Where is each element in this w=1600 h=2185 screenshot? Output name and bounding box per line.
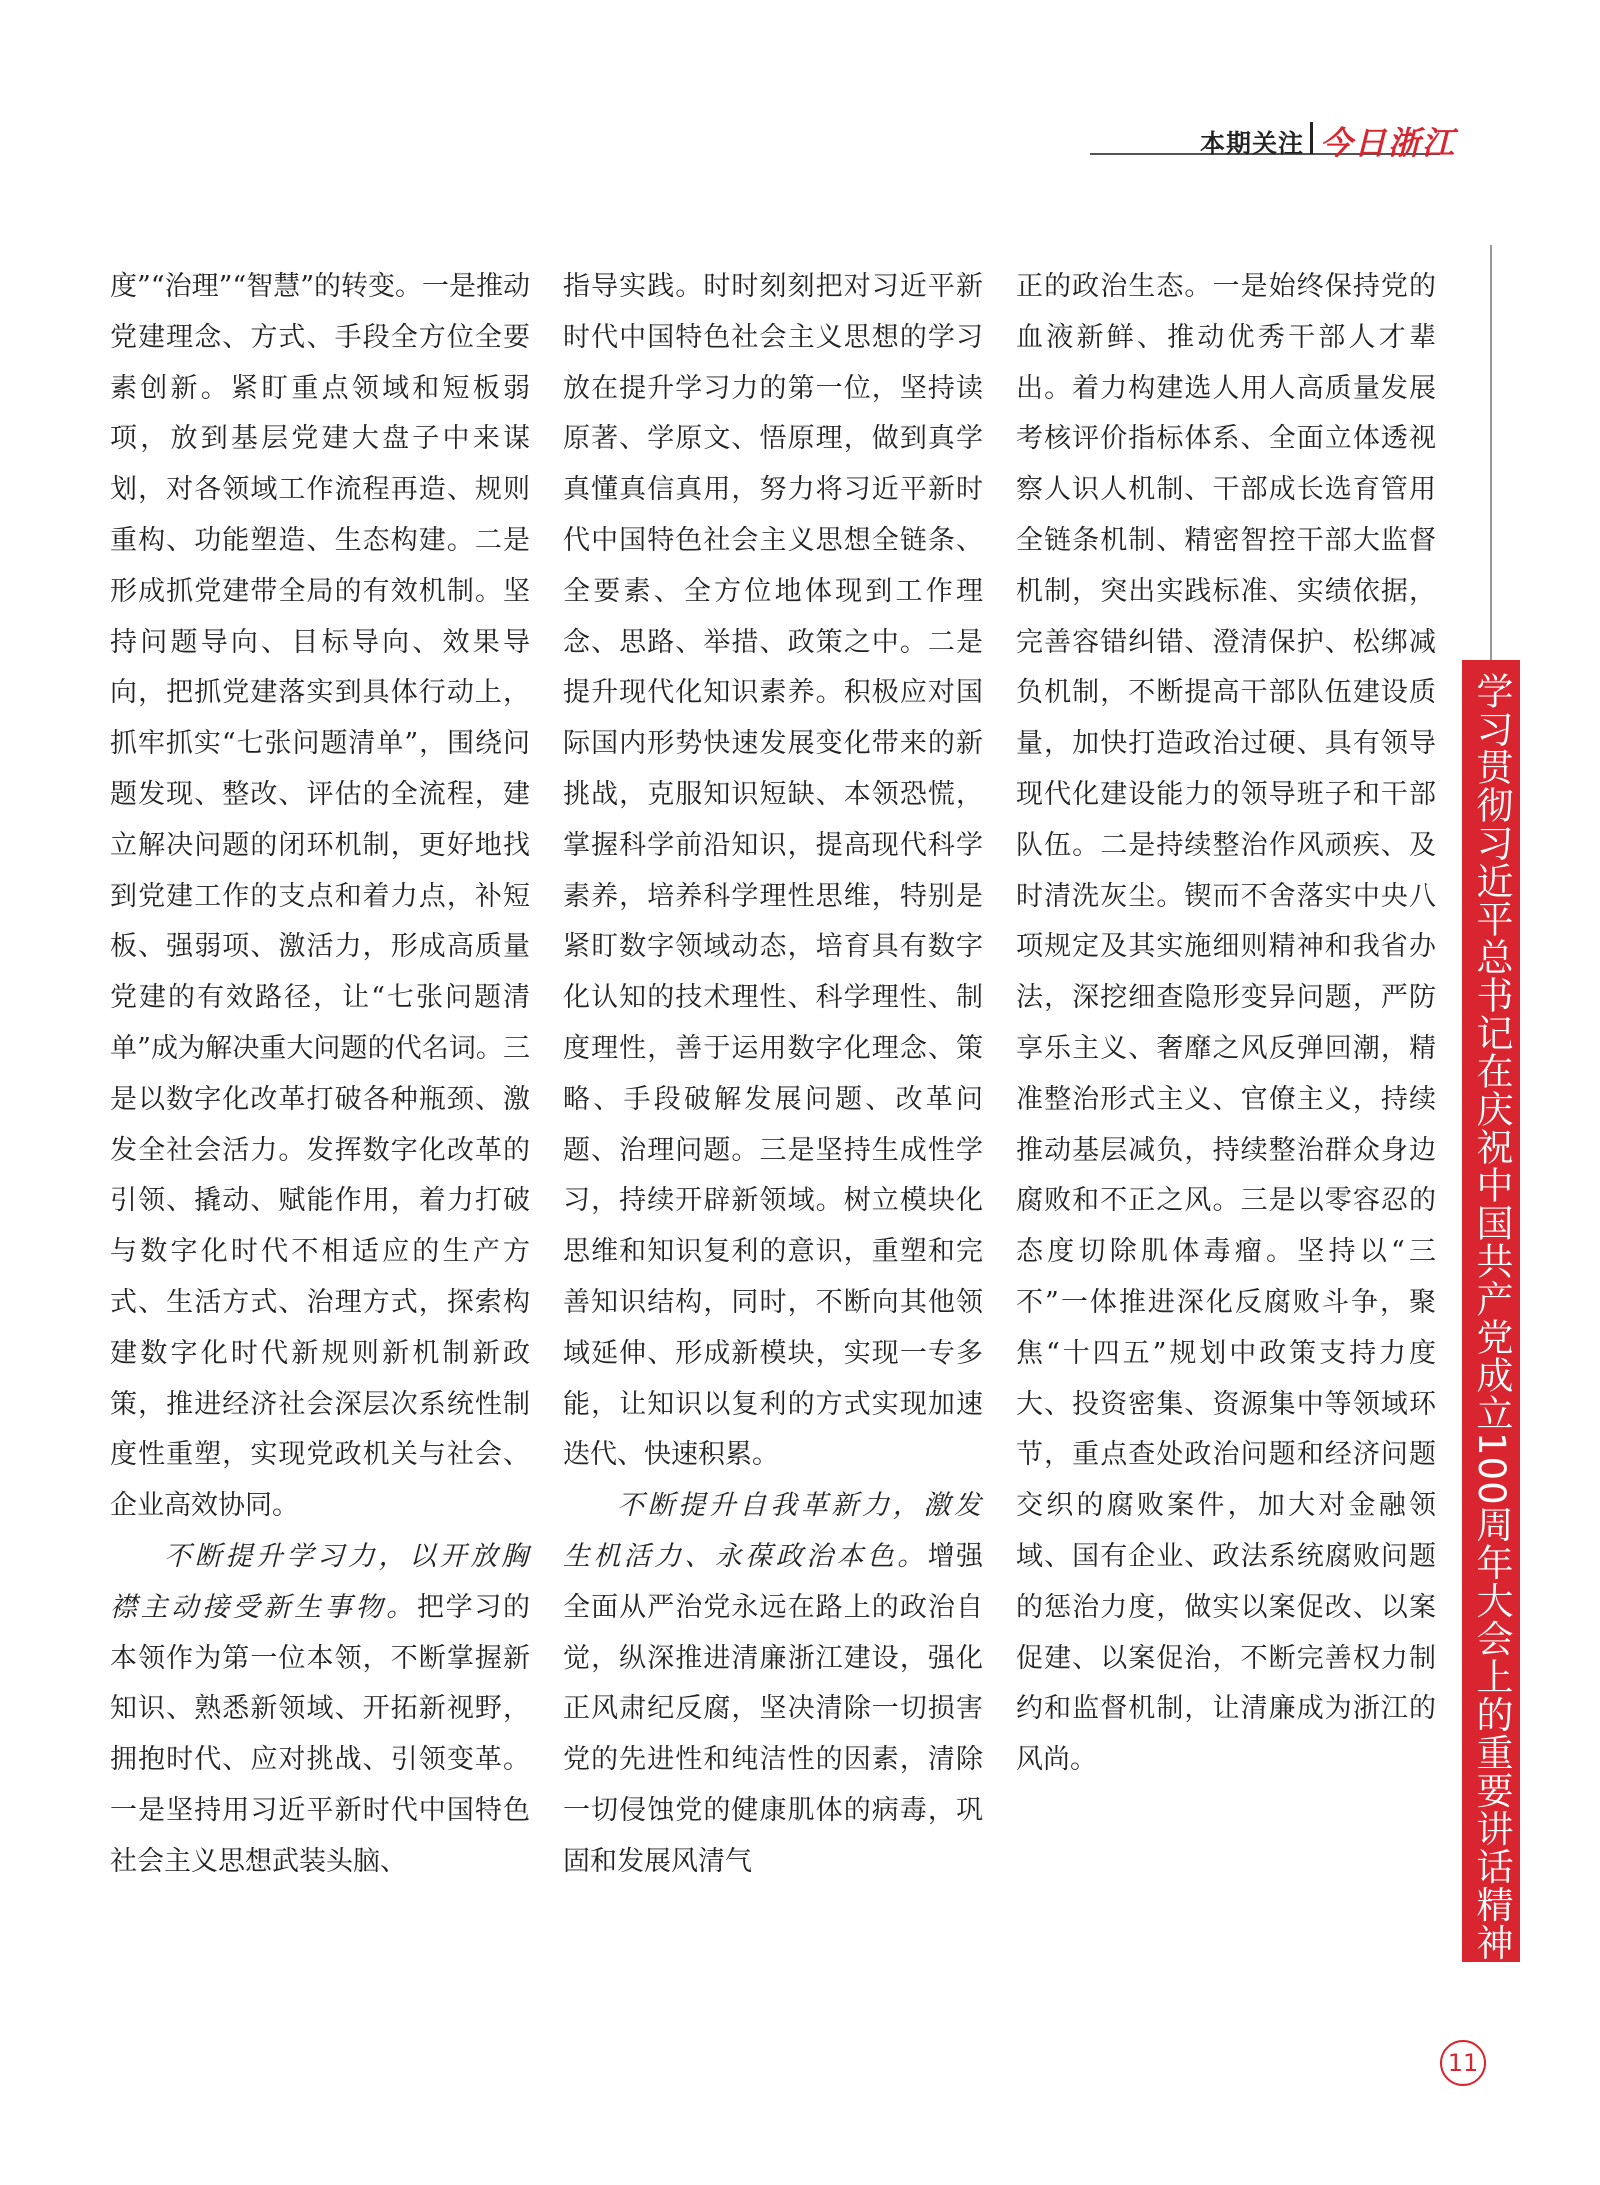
paragraph-text: 指导实践。时时刻刻把对习近平新时代中国特色社会主义思想的学习放在提升学习力的第一位，坚持读原著、学原文、悟原理，做到真学真懂真信真用，努力将习近平新时代中国特色社会主义思想全链条、全要素、全方位地体现到工作理念、思路、举措、政策之中。二是提升现代化知识素养。积极应对国际国内形势快速发展变化带来的新挑战，克服知识短缺、本领恐慌，掌握科学前沿知识，提高现代科学素养，培养科学理性思维，特别是紧盯数字领域动态，培育具有数字化认知的技术理性、科学理性、制度理性，善于运用数字化理念、策略、手段破解发展问题、改革问题、治理问题。三是坚持生成性学习，持续开辟新领域。树立模块化思维和知识复利的意识，重塑和完善知识结构，同时，不断向其他领域延伸、形成新模块，实现一专多能，让知识以复利的方式实现加速迭代、快速积累。 bbox=[563, 271, 983, 1471]
paragraph-text: 增强全面从严治党永远在路上的政治自觉，纵深推进清廉浙江建设，强化正风肃纪反腐，坚决清除一切损害党的先进性和纯洁性的因素，清除一切侵蚀党的健康肌体的病毒，巩固和发展风清气 bbox=[563, 1540, 984, 1877]
paragraph-text: 度”“治理”“智慧”的转变。一是推动党建理念、方式、手段全方位全要素创新。紧盯重点领域和短板弱项，放到基层党建大盘子中来谋划，对各领域工作流程再造、规则重构、功能塑造、生态构建。二是形成抓党建带全局的有效机制。坚持问题导向、目标导向、效果导向，把抓党建落实到具体行动上，抓牢抓实“七张问题清单”，围绕问题发现、整改、评估的全流程，建立解决问题的闭环机制，更好地找到党建工作的支点和着力点，补短板、强弱项、激活力，形成高质量党建的有效路径，让“七张问题清单”成为解决重大问题的代名词。三是以数字化改革打破各种瓶颈、激发全社会活力。发挥数字化改革的引领、撬动、赋能作用，着力打破与数字化时代不相适应的生产方式、生活方式、治理方式，探索构建数字化时代新规则新机制新政策，推进经济社会深层次系统性制度性重塑，实现党政机关与社会、企业高效协同。 bbox=[110, 271, 531, 1522]
page-number: 11 bbox=[1440, 2040, 1486, 2086]
paragraph bbox=[563, 262, 983, 1481]
article-column-1 bbox=[110, 262, 530, 1888]
header-divider bbox=[1310, 122, 1313, 154]
side-banner-text: 学习贯彻习近平总书记在庆祝中国共产党成立100周年大会上的重要讲话精神 bbox=[1470, 672, 1513, 1962]
paragraph-lead: 不断提升学习力，以开放胸襟主动接受新生事物。 bbox=[110, 1540, 530, 1623]
article-column-3 bbox=[1016, 262, 1436, 1786]
paragraph-lead: 不断提升自我革新力，激发生机活力、永葆政治本色。 bbox=[563, 1490, 983, 1572]
paragraph bbox=[563, 1481, 983, 1887]
section-label: 本期关注 bbox=[1200, 129, 1305, 158]
paragraph-text: 把学习的本领作为第一位本领，不断掌握新知识、熟悉新领域、开拓新视野，拥抱时代、应对挑战、引领变革。一是坚持用习近平新时代中国特色社会主义思想武装头脑、 bbox=[110, 1591, 531, 1877]
paragraph bbox=[1016, 262, 1436, 1786]
column-rule bbox=[1490, 245, 1492, 660]
paragraph bbox=[110, 1532, 530, 1888]
brand-logo: 今日浙江 bbox=[1320, 124, 1457, 162]
side-banner bbox=[1462, 660, 1520, 1962]
paragraph-text: 正的政治生态。一是始终保持党的血液新鲜、推动优秀干部人才辈出。着力构建选人用人高质量发展考核评价指标体系、全面立体透视察人识人机制、干部成长选育管用全链条机制、精密智控干部大监督机制，突出实践标准、实绩依据，完善容错纠错、澄清保护、松绑减负机制，不断提高干部队伍建设质量，加快打造政治过硬、具有领导现代化建设能力的领导班子和干部队伍。二是持续整治作风顽疾、及时清洗灰尘。锲而不舍落实中央八项规定及其实施细则精神和我省办法，深挖细查隐形变异问题，严防享乐主义、奢靡之风反弹回潮，精准整治形式主义、官僚主义，持续推动基层减负，持续整治群众身边腐败和不正之风。三是以零容忍的态度切除肌体毒瘤。坚持以“三不”一体推进深化反腐败斗争，聚焦“十四五”规划中政策支持力度大、投资密集、资源集中等领域环节，重点查处政治问题和经济问题交织的腐败案件，加大对金融领域、国有企业、政法系统腐败问题的惩治力度，做实以案促改、以案促建、以案促治，不断完善权力制约和监督机制，让清廉成为浙江的风尚。 bbox=[1016, 271, 1436, 1776]
paragraph bbox=[110, 262, 530, 1532]
article-column-2 bbox=[563, 262, 983, 1888]
